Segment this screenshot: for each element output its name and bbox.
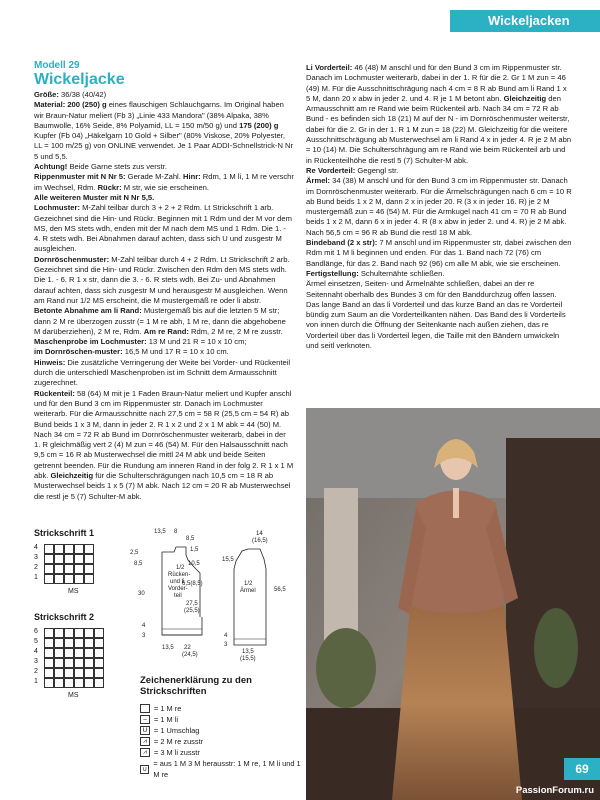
back-label-3: und li	[170, 579, 185, 585]
chart-cell	[54, 648, 64, 658]
legend-text: = 1 M li	[154, 715, 179, 724]
legend-symbol-icon: U	[140, 726, 150, 735]
chart-cell	[44, 554, 54, 564]
m-b-1: 13,5	[162, 645, 174, 651]
text-run: Hinr:	[182, 172, 201, 182]
chart-cell	[44, 668, 54, 678]
legend-text: = 1 Umschlag	[154, 726, 200, 735]
text-run: Lochmuster:	[34, 203, 80, 213]
chart-cell	[84, 668, 94, 678]
text-run: Rdm, 2 M re, 2 M re zusstr.	[188, 326, 283, 336]
instructions-right	[306, 63, 572, 351]
left-paragraph	[34, 337, 294, 347]
m-l-4: 4	[142, 623, 146, 629]
page-number: 69	[564, 758, 600, 780]
right-paragraph	[306, 176, 572, 238]
instructions-left	[34, 90, 294, 502]
m-r-3: 6,5(8,5)	[182, 581, 203, 587]
left-paragraph	[34, 172, 294, 193]
left-paragraph	[34, 306, 294, 337]
chart-cell	[44, 678, 54, 688]
chart-cell	[94, 648, 104, 658]
left-column	[34, 60, 294, 502]
chart-cell	[54, 678, 64, 688]
chart-cell	[74, 648, 84, 658]
chart-row-label: 5	[34, 638, 38, 645]
text-run: eines flauschigen Schlauchgarns. Im Original haben wir Braun-Natur meliert (Fb 3) „Linie 433 Mandora" (38% Alpaka, 38% Baumwolle, 16% Seide, 8% Polyamid, LL = 150 m/50 g) und	[34, 100, 284, 130]
model-photo	[306, 408, 600, 800]
text-run: Bindeband (2 x str):	[306, 238, 378, 248]
chart-cell	[74, 564, 84, 574]
legend-item	[140, 747, 305, 758]
m-l-3: 30	[138, 591, 145, 597]
watermark: PassionForum.ru	[515, 785, 594, 796]
text-run: Rückenteil:	[34, 388, 75, 398]
right-paragraph	[306, 238, 572, 269]
chart-1	[34, 528, 124, 598]
text-run: Rückr:	[97, 182, 122, 192]
text-run: 36/38 (40/42)	[58, 90, 107, 99]
sleeve-label-1: 1/2	[244, 581, 253, 587]
chart-row-label: 1	[34, 678, 38, 685]
text-run: Rippenmuster mit N Nr 5:	[34, 172, 126, 182]
text-run: M-Zahl teilbar durch 3 + 2 + 2 Rdm. Lt Strickschrift 1 arb. Gezeichnet sind die Hin- und Rückr. Beginnen mit 1 Rdm und der M vor dem MS, den MS stets wdh, enden mit der M nach dem MS und 1 Rdm. Die 1. - 4. R stets wdh. Bei Abnahmen darauf achten, dass sich U und zusgestr M ausgleichen.	[34, 203, 292, 254]
m-r-5: (25,5)	[184, 608, 200, 614]
back-label-2: Rücken-	[168, 572, 191, 578]
text-run: 34 (38) M anschl und für den Bund 3 cm im Rippenmuster str. Danach im Dornröschenmuster weiterarb. Für die Ärmelschrägungen nach 6 cm = 10 R ab Bund beids 1 x 2 M, dann 2 x in jeder 20. R (3 x in jeder 16. R) je 2 M mustergemäß zun = 46 (54) M. Für die Armkugel nach 41 cm = 70 R ab Bund beids 1 x 2 M, dann 6 x in jeder 4. R (8 x abw in jeder 2. und 4. R) je 2 M abk. Nach 56,5 cm = 96 R ab Bund die restl 18 M abk.	[306, 176, 572, 237]
text-run: Die zusätzliche Verringerung der Weite bei Vorder- und Rückenteil durch die unterschiedl Maschenproben ist im Schnitt dem Armausschnitt zugerechnet.	[34, 357, 291, 388]
chart-row-label: 2	[34, 564, 38, 571]
chart-cell	[74, 574, 84, 584]
chart-cell	[44, 544, 54, 554]
chart-cell	[54, 638, 64, 648]
chart-row-label: 3	[34, 658, 38, 665]
legend-symbol-icon: ∪	[140, 765, 149, 774]
text-run: Ärmel einsetzen, Seiten- und Ärmelnähte schließen, dabei an der re Seitennaht oberhalb des Bundes 3 cm für den Banddurchzug offen lassen. Das lange Band an das li Vorderteil und das kurze Band an das re Vorderteil bündig zum Saum an die Vorderteilkanten nähen. Das Band des li Vorderteils von innen durch die Öffnung der Seitenkante nach außen ziehen, das re Vorderteil über das li Vorderteil legen, die Taille mit den Bändern umwickeln und seitl verknoten.	[306, 279, 566, 351]
chart-row-label: 2	[34, 668, 38, 675]
text-run: M str, wie sie erscheinen.	[121, 182, 210, 192]
chart-row-label: 3	[34, 554, 38, 561]
right-paragraph	[306, 279, 572, 351]
chart-cell	[64, 544, 74, 554]
text-run: Dornröschenmuster:	[34, 254, 110, 264]
chart-cell	[64, 564, 74, 574]
section-header: Wickeljacken	[450, 10, 600, 32]
s-r-1: 56,5	[274, 587, 286, 593]
text-run: Mustergemäß bis auf die letzten 5 M str; dann 2 M re überzogen zusstr (= 1 M re abh, 1 M re, dann die abgehobene M darüberziehen), 2 M re, Rdm.	[34, 306, 286, 336]
text-run: Gerade M-Zahl.	[125, 172, 183, 182]
m-top-2: 8	[174, 529, 178, 535]
text-run: Material: 200 (250) g	[34, 100, 107, 110]
legend-item	[140, 758, 305, 780]
chart-cell	[64, 574, 74, 584]
chart-cell	[64, 628, 74, 638]
sleeve-label-2: Ärmel	[240, 588, 256, 594]
right-column	[306, 63, 572, 351]
text-run: Gegengl str.	[355, 165, 399, 175]
left-paragraph	[34, 203, 294, 254]
left-paragraph	[34, 162, 294, 172]
chart-cell	[74, 668, 84, 678]
chart-2-title: Strickschrift 2	[34, 612, 95, 622]
text-run: Gleichzeitig	[503, 93, 547, 103]
text-run: für die Schulterschrägungen nach 10,5 cm = 18 R ab Musterwechsel beids 1 x 5 (7) M abk. Nach 12 cm = 20 R ab Musterwechsel die restl je 5 (7) Schulter-M abk.	[34, 470, 291, 501]
m-b-2: 22	[184, 645, 191, 651]
s-l-1: 15,5	[222, 557, 234, 563]
text-run: Betonte Abnahme am li Rand:	[34, 306, 142, 316]
chart-cell	[64, 678, 74, 688]
text-run: 58 (64) M mit je 1 Faden Braun-Natur meliert und Kupfer anschl und für den Bund 3 cm im Rippenmuster str. Danach im Lochmuster weiterarb. Für die Armausschnitte nach 27,5 cm = 58 R (25,5 cm = 54 R) ab Bund beids 1 x 3 M, dann in jeder 2. R 1 x 2 und 2 x 1 M abk = 44 (50) M. Nach 34 cm = 72 R ab Bund im Dornröschenmuster weiterarb, dabei in der 1. R gleichmäßig vert 2 (4) M zun = 46 (54) M. Für den Halsausschnitt nach 9,5 cm = 16 R ab Musterwechsel die mittl 24 M abk und beide Seiten getrennt beenden. Für die Rundung am inneren Rand in der folg 2. R 1 x 1 M abk.	[34, 388, 294, 480]
left-paragraph	[34, 389, 294, 502]
legend-text: = 2 M re zusstr	[154, 737, 204, 746]
left-paragraph	[34, 90, 294, 100]
chart-cell	[94, 628, 104, 638]
left-paragraph	[34, 100, 294, 162]
text-run: Rdm, 1 M li, 1 M re verschr im Wechsel, Rdm.	[34, 172, 294, 192]
legend-item	[140, 714, 305, 725]
legend-symbol-icon	[140, 704, 150, 713]
chart-cell	[54, 564, 64, 574]
text-run: Größe:	[34, 90, 59, 99]
text-run: M-Zahl teilbar durch 4 + 2 Rdm. Lt Strickschrift 2 arb. Gezeichnet sind die Hin- und Rückr. Zwischen den Rdm den MS stets wdh. Die 1. - 6. R 1 x str, dann die 3. - 6. R stets wdh. Bei Zu- und Abnahmen darauf achten, dass sich zusgestr M und herausgestr M ausgleichen. Wenn am Rand nur 1/2 MS erscheint, die M mustergemäß re oder li abstr.	[34, 254, 290, 305]
text-run: im Dornröschen-muster:	[34, 347, 123, 357]
legend-text: = 3 M li zusstr	[154, 748, 200, 757]
right-paragraph	[306, 269, 572, 279]
legend-item	[140, 736, 305, 747]
text-run: Am re Rand:	[143, 326, 189, 336]
text-run: Ärmel:	[306, 176, 331, 186]
chart-cell	[74, 638, 84, 648]
right-paragraph	[306, 166, 572, 176]
legend	[140, 675, 305, 780]
back-label-4: Vorder-	[168, 586, 188, 592]
chart-cell	[84, 648, 94, 658]
text-run: Maschenprobe im Lochmuster:	[34, 337, 147, 347]
garment-schematic	[124, 525, 304, 670]
legend-text: = 1 M re	[154, 704, 182, 713]
chart-cell	[54, 554, 64, 564]
text-run: Schulternähte schließen.	[358, 268, 445, 278]
chart-cell	[44, 658, 54, 668]
chart-cell	[94, 678, 104, 688]
text-run: Fertigstellung:	[306, 268, 359, 278]
chart-cell	[64, 658, 74, 668]
model-label: Modell 29	[34, 60, 80, 71]
chart-cell	[54, 574, 64, 584]
chart-cell	[84, 658, 94, 668]
chart-cell	[64, 668, 74, 678]
s-top-2: (16,5)	[252, 538, 268, 544]
chart-row-label: 6	[34, 628, 38, 635]
left-paragraph	[34, 255, 294, 306]
s-top-1: 14	[256, 531, 263, 537]
chart-cell	[64, 638, 74, 648]
right-paragraph	[306, 63, 572, 166]
text-run: Re Vorderteil:	[306, 165, 356, 175]
s-l-2: 4	[224, 633, 228, 639]
chart-cell	[44, 574, 54, 584]
m-r-2: 10,5	[188, 561, 200, 567]
text-run: Achtung!	[34, 162, 68, 172]
s-b-1: 13,5	[242, 649, 254, 655]
chart-cell	[54, 544, 64, 554]
text-run: Li Vorderteil:	[306, 63, 353, 72]
text-run: Alle weiteren Muster mit N Nr 5,5.	[34, 192, 155, 202]
chart-cell	[44, 564, 54, 574]
m-top-1: 13,5	[154, 529, 166, 535]
m-r-4: 27,5	[186, 601, 198, 607]
text-run: 46 (48) M anschl und für den Bund 3 cm im Rippenmuster str. Danach im Lochmuster weiterarb, dabei in der 1. R für die 2. Gr 1 M zun = 46 (49) M. Für die Ausschnittschrägung nach 4 cm = 8 R ab Bund am li Rand 1 x 5 M, dann 20 x abw in jeder 2. und 4. R je 1 M betont abn.	[306, 63, 567, 103]
chart-cell	[44, 648, 54, 658]
text-run: 7 M anschl und im Rippenmuster str, dabei zwischen den Rdm mit 1 M li beginnen und enden. Für das 1. Band nach 72 (76) cm Bandlänge, für das 2. Band nach 92 (96) cm alle M abk, wie sie erscheinen.	[306, 238, 572, 268]
s-l-3: 3	[224, 642, 228, 648]
chart-cell	[84, 554, 94, 564]
legend-symbol-icon: ⩘	[140, 737, 150, 746]
legend-item	[140, 725, 305, 736]
text-run: den Armausschnitt am re Rand wie beim Rückenteil arb. Nach 34 cm = 72 R ab Bund - es befinden sich 18 (21) M auf der N - im Dornröschenmuster weiterstr, dabei für die 2. Gr in der 1. R 1 M zun = 18 (22) M. Gleichzeitig für die weitere Ausschnittschrägung ab Musterwechsel am li Rand 4 x in jeder 4. R je 2 M abn = 10 (14) M. Die Schulterschrägung am re Rand wie beim Rückenteil arb und in Rückenteilhöhe die restl 5 (7) Schulter-M abk.	[306, 93, 572, 165]
pattern-repeat-label: MS	[68, 588, 79, 595]
text-run: 16,5 M und 17 R = 10 x 10 cm.	[122, 347, 229, 357]
m-r-1: 1,5	[190, 547, 199, 553]
m-b-3: (24,5)	[182, 652, 198, 658]
chart-cell	[94, 668, 104, 678]
back-label-5: teil	[174, 593, 182, 599]
text-run: Hinweis:	[34, 357, 66, 367]
chart-cell	[64, 648, 74, 658]
chart-cell	[74, 658, 84, 668]
chart-row-label: 4	[34, 544, 38, 551]
chart-cell	[84, 678, 94, 688]
chart-cell	[74, 554, 84, 564]
legend-symbol-icon: –	[140, 715, 150, 724]
legend-symbol-icon: ⩘	[140, 748, 150, 757]
model-title: Wickeljacke	[34, 71, 125, 88]
chart-cell	[54, 658, 64, 668]
s-b-2: (15,5)	[240, 656, 256, 662]
legend-title: Zeichenerklärung zu den Strickschriften	[140, 675, 252, 697]
text-run: Kupfer (Fb 04) „Häkelgarn 10 Gold + Silber" (80% Viskose, 20% Polyester, LL = 100 m/25 g) von ONLINE verwendet. Je 1 Paar ADDI-Schnellstrick-N Nr 5 und 5,5.	[34, 131, 294, 161]
text-run: Beide Garne stets zus verstr.	[67, 162, 167, 172]
chart-cell	[94, 658, 104, 668]
chart-row-label: 4	[34, 648, 38, 655]
m-l-5: 3	[142, 633, 146, 639]
m-l-2: 8,5	[134, 561, 143, 567]
chart-cell	[84, 564, 94, 574]
chart-row-label: 1	[34, 574, 38, 581]
chart-cell	[84, 628, 94, 638]
left-paragraph	[34, 358, 294, 389]
chart-cell	[94, 638, 104, 648]
left-paragraph	[34, 193, 294, 203]
legend-item	[140, 703, 305, 714]
chart-2	[34, 612, 124, 712]
legend-text: = aus 1 M 3 M herausstr: 1 M re, 1 M li und 1 M re	[153, 759, 301, 779]
chart-1-title: Strickschrift 1	[34, 528, 95, 538]
back-label-1: 1/2	[176, 565, 185, 571]
chart-cell	[44, 628, 54, 638]
text-run: Gleichzeitig	[50, 470, 94, 480]
left-paragraph	[34, 347, 294, 357]
m-top-3: 8,5	[186, 536, 195, 542]
chart-cell	[64, 554, 74, 564]
chart-cell	[84, 638, 94, 648]
chart-cell	[74, 628, 84, 638]
chart-cell	[84, 544, 94, 554]
chart-cell	[74, 678, 84, 688]
chart-cell	[74, 544, 84, 554]
m-l-1: 2,5	[130, 550, 139, 556]
chart-cell	[54, 668, 64, 678]
chart-cell	[44, 638, 54, 648]
pattern-repeat-label: MS	[68, 692, 79, 699]
text-run: 175 (200) g	[239, 120, 279, 130]
chart-cell	[54, 628, 64, 638]
chart-cell	[84, 574, 94, 584]
text-run: 13 M und 21 R = 10 x 10 cm;	[146, 337, 247, 347]
